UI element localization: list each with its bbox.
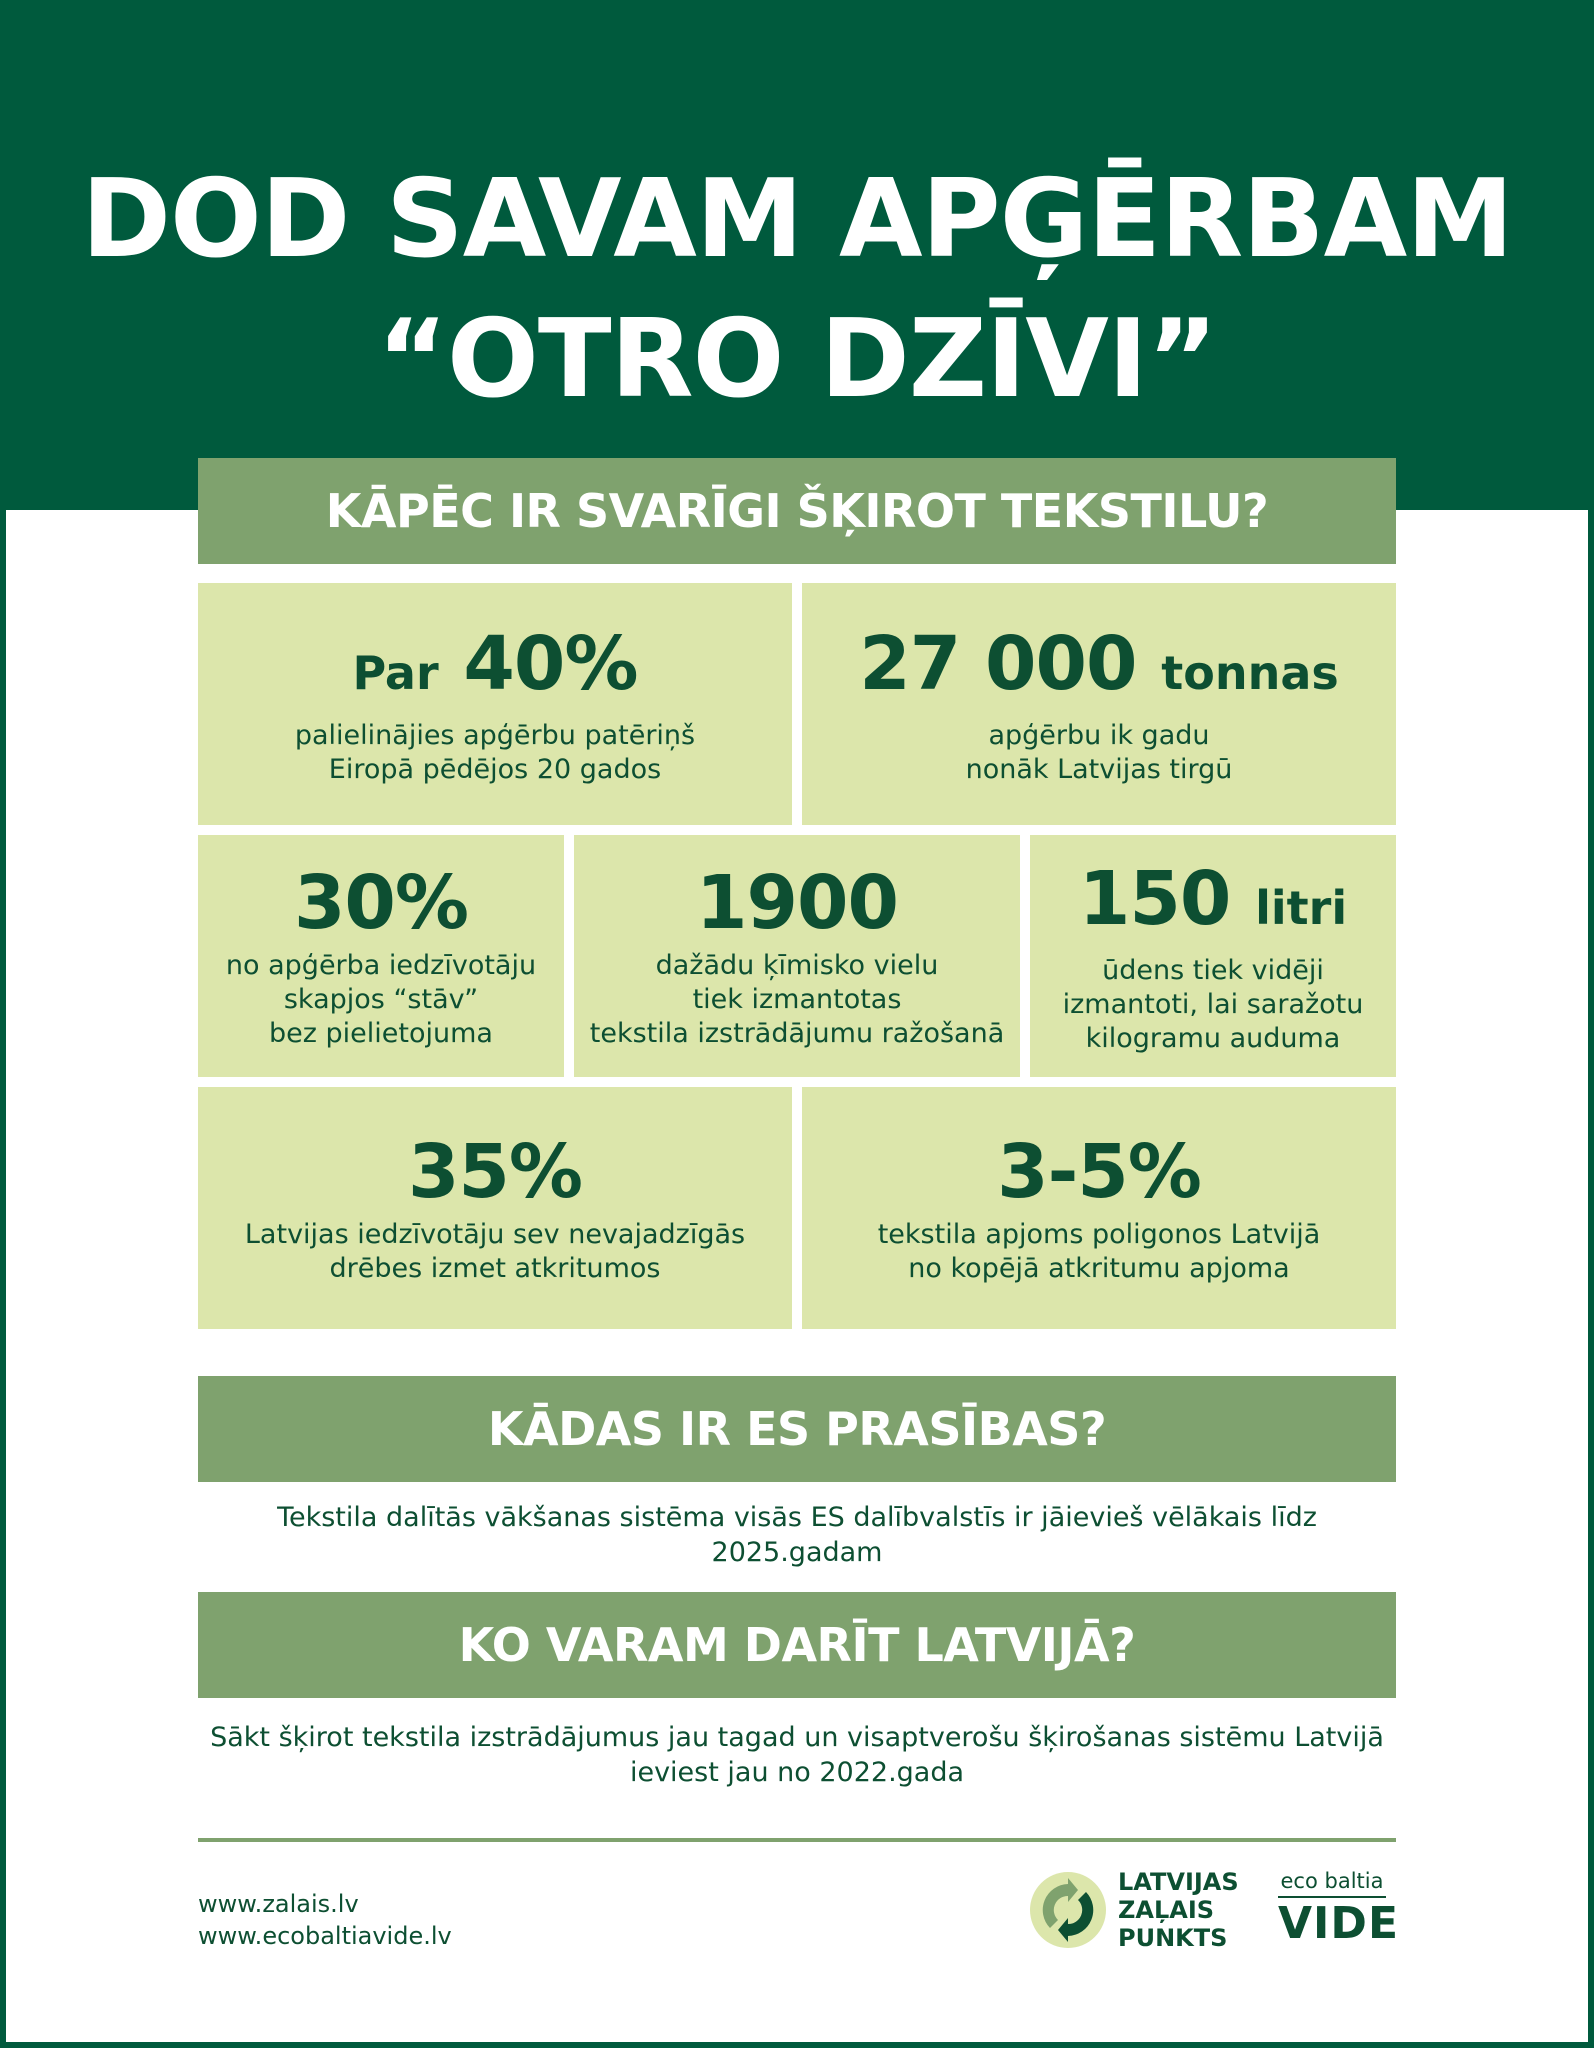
section-heading-latvia-actions: KO VARAM DARĪT LATVIJĀ? xyxy=(198,1592,1396,1698)
fact-value: Par 40% xyxy=(352,620,638,707)
logo1-text: LATVIJAS ZAĻAIS PUNKTS xyxy=(1118,1868,1239,1952)
fact-description: apģērbu ik gadu nonāk Latvijas tirgū xyxy=(965,719,1233,785)
fact-value: 3-5% xyxy=(997,1129,1201,1215)
eu-requirements-text: Tekstila dalītās vākšanas sistēma visās ES dalībvalstīs ir jāievieš vēlākais līdz 2025.gadam xyxy=(277,1502,1317,1568)
eco-baltia-vide-logo: eco baltia VIDE xyxy=(1278,1869,1400,1949)
fact-description: dažādu ķīmisko vielu tiek izmantotas tekstila izstrādājumu ražošanā xyxy=(589,950,1005,1049)
fact-value: 35% xyxy=(407,1129,583,1215)
latvia-actions-text: Sākt šķirot tekstila izstrādājumus jau tagad un visaptverošu šķirošanas sistēmu Latvijā ieviest jau no 2022.gada xyxy=(210,1722,1384,1788)
fact-value: 1900 xyxy=(696,860,898,946)
fact-description: tekstila apjoms poligonos Latvijā no kopējā atkritumu apjoma xyxy=(877,1219,1321,1284)
section-heading-why: KĀPĒC IR SVARĪGI ŠĶIROT TEKSTILU? xyxy=(198,458,1396,564)
link-zalais[interactable]: www.zalais.lv xyxy=(198,1890,359,1918)
fact-description: palielinājies apģērbu patēriņš Eiropā pēdējos 20 gados xyxy=(294,719,696,785)
link-ecobaltiavide[interactable]: www.ecobaltiavide.lv xyxy=(198,1922,452,1950)
section-heading-eu-requirements: KĀDAS IR ES PRASĪBAS? xyxy=(198,1376,1396,1482)
fact-value: 150 litri xyxy=(1078,855,1348,942)
fact-description: Latvijas iedzīvotāju sev nevajadzīgās drēbes izmet atkritumos xyxy=(244,1219,746,1284)
title-line-2: “OTRO DZĪVI” xyxy=(377,297,1217,422)
fact-value: 30% xyxy=(293,860,469,946)
fact-value: 27 000 tonnas xyxy=(859,620,1339,707)
title-line-1: DOD SAVAM APĢĒRBAM xyxy=(81,157,1513,282)
fact-description: no apģērba iedzīvotāju skapjos “stāv” bez pielietojuma xyxy=(225,950,537,1049)
fact-description: ūdens tiek vidēji izmantoti, lai saražotu kilogramu auduma xyxy=(1062,954,1364,1054)
